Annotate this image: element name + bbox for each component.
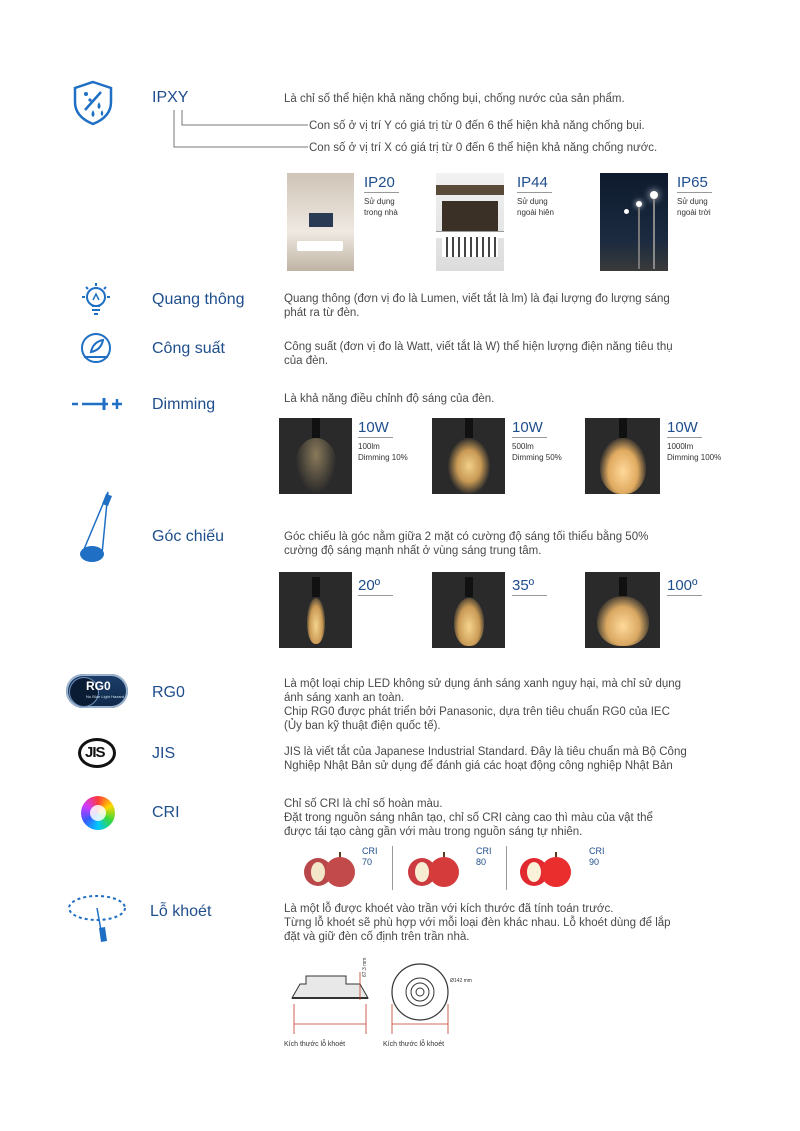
- apple-cri-90-image: [518, 848, 574, 892]
- apple-cri-70-image: [302, 848, 358, 892]
- beam-photo-1: [279, 572, 352, 648]
- dimmer-slider-icon: [70, 396, 126, 412]
- dimming-label-2: 10W 500lm Dimming 50%: [512, 419, 562, 462]
- ip-line-x: Con số ở vị trí X có giá trị từ 0 đến 6 thể hiện khả năng chống nước.: [309, 142, 658, 154]
- cri-divider-1: [392, 846, 393, 890]
- jis-title: JIS: [152, 745, 176, 762]
- shield-water-icon: [72, 80, 114, 126]
- beam-angle-icon: [74, 490, 118, 566]
- ip-title: IPXY: [152, 89, 189, 106]
- lumen-title: Quang thông: [152, 291, 245, 308]
- dimming-label-3: 10W 1000lm Dimming 100%: [667, 419, 722, 462]
- beam-label-3: 100º: [667, 577, 702, 599]
- rg0-description: Là một loại chip LED không sử dụng ánh sáng xanh nguy hại, mà chỉ sử dụng ánh sáng xanh an toàn. Chip RG0 được phát triển bởi Panasonic, dựa trên tiêu chuẩn RG0 của IEC (Ủy ban kỹ thuật điện quốc tế).: [284, 678, 682, 732]
- beam-photo-2: [432, 572, 505, 648]
- beam-label-2: 35º: [512, 577, 547, 599]
- power-meter-icon: [79, 331, 113, 365]
- ip44-label: IP44 Sử dụng ngoài hiên: [517, 174, 554, 217]
- cri-70-label: CRI 70: [362, 846, 378, 867]
- cri-divider-2: [506, 846, 507, 890]
- cutout-front-diagram: [388, 960, 456, 1036]
- jis-logo: JIS: [78, 738, 116, 768]
- dimming-label-1: 10W 100lm Dimming 10%: [358, 419, 408, 462]
- porch-photo: [436, 173, 504, 271]
- beam-photo-3: [585, 572, 660, 648]
- rg0-title: RG0: [152, 684, 185, 701]
- cutout-title: Lỗ khoét: [150, 903, 212, 920]
- dimming-title: Dimming: [152, 396, 216, 413]
- dimming-photo-1: [279, 418, 352, 494]
- beam-label-1: 20º: [358, 577, 393, 599]
- ip-bracket-lines: [170, 108, 310, 152]
- ip-description: Là chỉ số thể hiện khả năng chống bụi, chống nước của sản phẩm.: [284, 93, 625, 105]
- cutout-front-dimension: Ø142 mm: [450, 978, 472, 984]
- color-wheel-icon: [81, 796, 115, 830]
- jis-description: JIS là viết tắt của Japanese Industrial Standard. Đây là tiêu chuẩn mà Bộ Công Nghiệp Nhật Bản sử dụng để đánh giá các hoạt động công nghiệp Nhật Bản: [284, 746, 687, 772]
- cutout-front-caption: Kích thước lỗ khoét: [383, 1041, 445, 1048]
- dimming-photo-3: [585, 418, 660, 494]
- cri-description: Chỉ số CRI là chỉ số hoàn màu. Đặt trong nguồn sáng nhân tạo, chỉ số CRI càng cao thì màu của vật thể được tái tạo càng gần với màu trong nguồn sáng tự nhiên.: [284, 798, 653, 838]
- ip-line-y: Con số ở vị trí Y có giá trị từ 0 đến 6 thể hiện khả năng chống bụi.: [309, 120, 645, 132]
- apple-cri-80-image: [406, 848, 462, 892]
- dimming-photo-2: [432, 418, 505, 494]
- ip65-label: IP65 Sử dụng ngoài trời: [677, 174, 711, 217]
- power-title: Công suất: [152, 340, 225, 357]
- beam-title: Góc chiếu: [152, 528, 225, 545]
- outdoor-street-photo: [600, 173, 668, 271]
- dimming-glow-1: [295, 438, 337, 494]
- cri-80-label: CRI 80: [476, 846, 492, 867]
- cutout-description: Là một lỗ được khoét vào trần với kích thước đã tính toán trước. Từng lỗ khoét sẽ phù hợp với mỗi loại đèn khác nhau. Lỗ khoét dùng để lắp đặt và giữ đèn cố định trên trần nhà.: [284, 903, 671, 943]
- cri-90-label: CRI 90: [589, 846, 605, 867]
- lightbulb-icon: [78, 282, 114, 318]
- beam-description: Góc chiếu là góc nằm giữa 2 mặt có cường độ sáng tối thiểu bằng 50% cường độ sáng mạnh nhất ở vùng sáng trung tâm.: [284, 531, 649, 557]
- indoor-room-photo: [287, 173, 354, 271]
- power-description: Công suất (đơn vị đo là Watt, viết tắt là W) thể hiện lượng điện năng tiêu thụ của đèn.: [284, 341, 673, 367]
- cri-title: CRI: [152, 804, 180, 821]
- cutout-side-caption: Kích thước lỗ khoét: [284, 1041, 346, 1048]
- cutout-side-dimension: 67.3 mm: [362, 957, 368, 977]
- rg0-logo: RG0 No Blue Light Hazard: [66, 674, 128, 708]
- ceiling-cutout-icon: [66, 890, 128, 946]
- ip20-label: IP20 Sử dụng trong nhà: [364, 174, 398, 217]
- dimming-description: Là khả năng điều chỉnh độ sáng của đèn.: [284, 393, 495, 405]
- lumen-description: Quang thông (đơn vị đo là Lumen, viết tắt là lm) là đại lượng đo lượng sáng phát ra từ đèn.: [284, 293, 670, 319]
- cutout-side-diagram: [286, 964, 384, 1036]
